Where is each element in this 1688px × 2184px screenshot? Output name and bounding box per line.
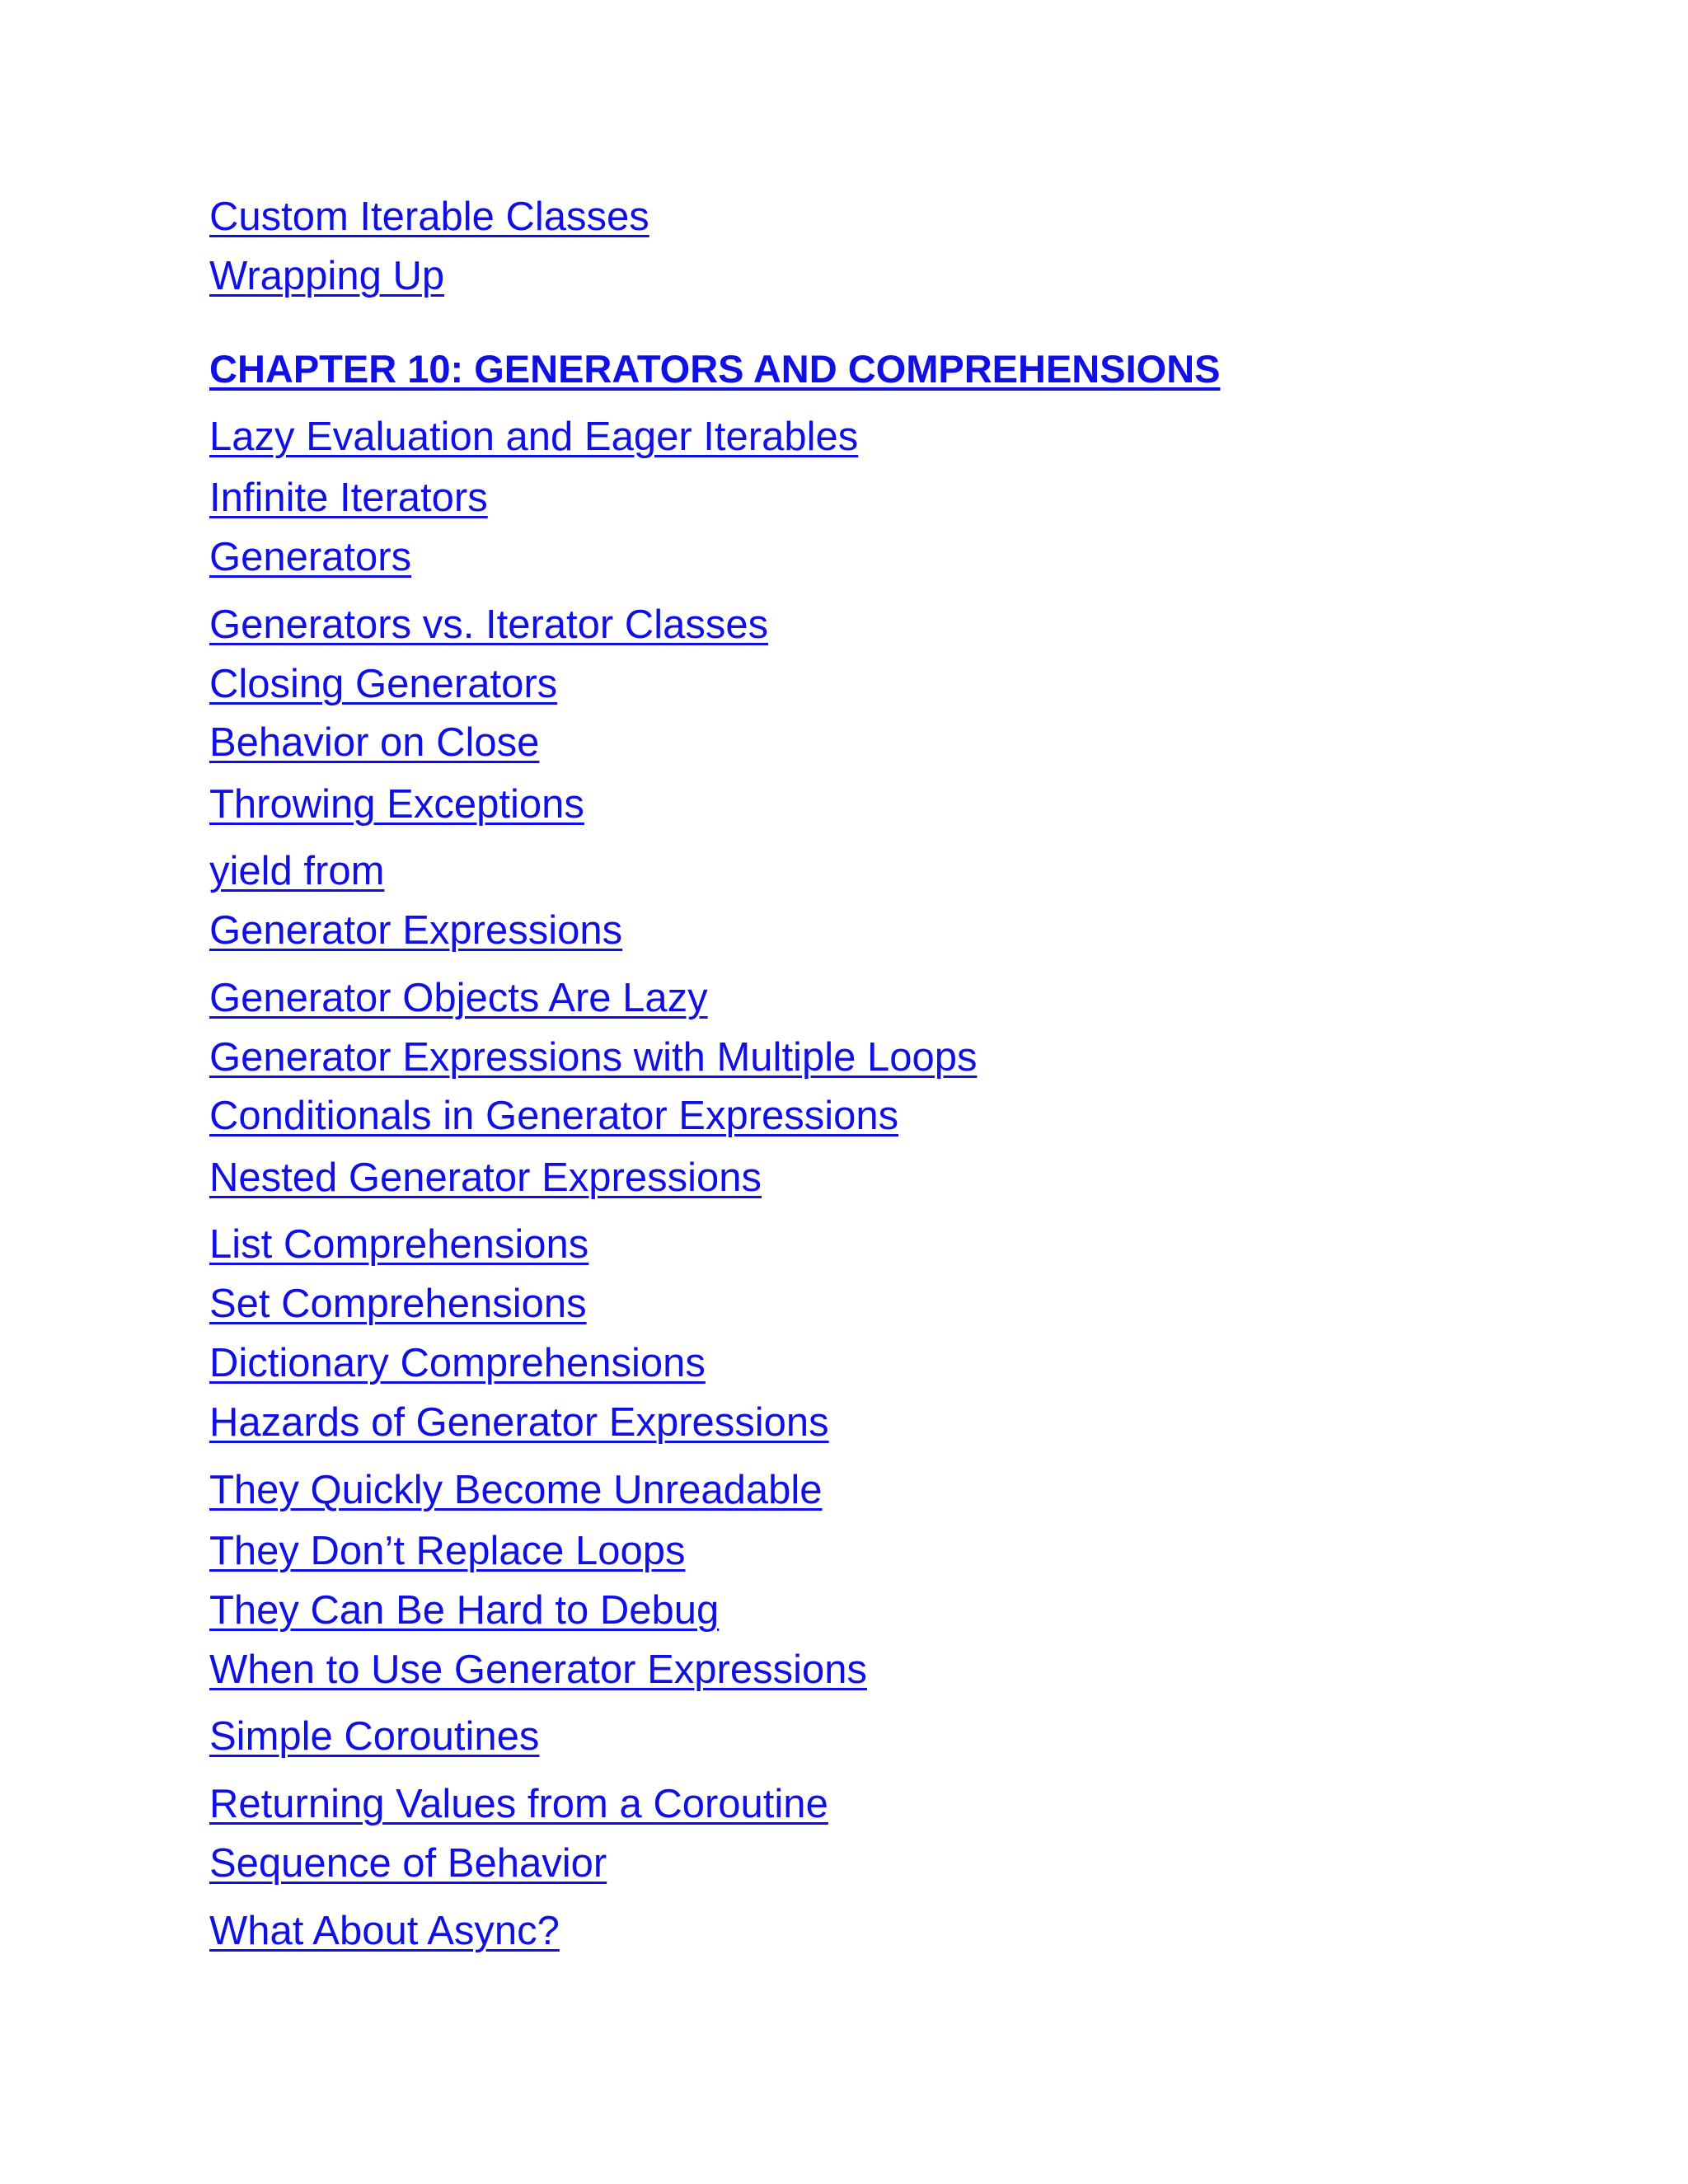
toc-link-what-about-async[interactable]: What About Async?: [209, 1909, 560, 1953]
toc-link-hazards-of-generator-expressions[interactable]: Hazards of Generator Expressions: [209, 1400, 829, 1445]
toc-link-when-to-use-generator-expressions[interactable]: When to Use Generator Expressions: [209, 1647, 867, 1692]
toc-link-returning-values-from-coroutine[interactable]: Returning Values from a Coroutine: [209, 1782, 828, 1826]
toc-link-generators[interactable]: Generators: [209, 535, 412, 579]
toc-link-set-comprehensions[interactable]: Set Comprehensions: [209, 1282, 587, 1326]
toc-link-throwing-exceptions[interactable]: Throwing Exceptions: [209, 782, 584, 827]
table-of-contents: [209, 0, 1611, 2184]
toc-link-generators-vs-iterator-classes[interactable]: Generators vs. Iterator Classes: [209, 602, 769, 647]
toc-link-conditionals-in-generator-expressions[interactable]: Conditionals in Generator Expressions: [209, 1094, 899, 1138]
toc-link-sequence-of-behavior[interactable]: Sequence of Behavior: [209, 1841, 607, 1886]
toc-link-generator-objects-are-lazy[interactable]: Generator Objects Are Lazy: [209, 976, 708, 1020]
toc-link-lazy-evaluation[interactable]: Lazy Evaluation and Eager Iterables: [209, 415, 859, 459]
toc-link-closing-generators[interactable]: Closing Generators: [209, 662, 558, 706]
toc-link-they-dont-replace-loops[interactable]: They Don’t Replace Loops: [209, 1529, 686, 1573]
toc-link-they-quickly-become-unreadable[interactable]: They Quickly Become Unreadable: [209, 1468, 823, 1512]
toc-link-nested-generator-expressions[interactable]: Nested Generator Expressions: [209, 1155, 762, 1200]
toc-link-dictionary-comprehensions[interactable]: Dictionary Comprehensions: [209, 1341, 706, 1385]
toc-link-list-comprehensions[interactable]: List Comprehensions: [209, 1222, 589, 1267]
toc-link-generator-expressions[interactable]: Generator Expressions: [209, 908, 623, 953]
toc-link-custom-iterable-classes[interactable]: Custom Iterable Classes: [209, 194, 649, 239]
toc-chapter-10-title[interactable]: CHAPTER 10: GENERATORS AND COMPREHENSIONS: [209, 347, 1221, 391]
toc-link-they-can-be-hard-to-debug[interactable]: They Can Be Hard to Debug: [209, 1588, 720, 1633]
toc-link-yield-from[interactable]: yield from: [209, 849, 385, 893]
toc-link-generator-expressions-multiple-loops[interactable]: Generator Expressions with Multiple Loops: [209, 1035, 978, 1080]
toc-link-infinite-iterators[interactable]: Infinite Iterators: [209, 476, 488, 520]
toc-link-simple-coroutines[interactable]: Simple Coroutines: [209, 1714, 540, 1759]
toc-link-wrapping-up[interactable]: Wrapping Up: [209, 254, 445, 298]
toc-link-behavior-on-close[interactable]: Behavior on Close: [209, 720, 540, 765]
